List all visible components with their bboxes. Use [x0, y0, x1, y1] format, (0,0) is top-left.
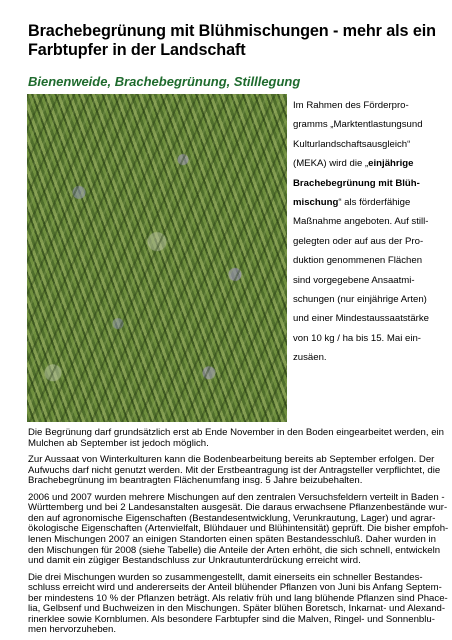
text-line: Zur Aussaat von Winterkulturen kann die Bodenbearbeitung bereits ab September erfolgen. Der: [28, 454, 435, 466]
text-line: schluss erreicht wird und andererseits der Anteil blühender Pflanzen von Juni bis Anfang Septem-: [28, 582, 442, 594]
side-line: Maßnahme angeboten. Auf still-: [293, 216, 429, 228]
text-line: Württemberg und bei 2 Landesanstalten ausgesät. Die daraus erwachsene Pflanzenbestände wur-: [28, 502, 448, 514]
side-text-bold: einjährige: [368, 158, 414, 170]
paragraph-2: [28, 455, 442, 487]
text-line: Die Begrünung darf grundsätzlich erst ab Ende November in den Boden eingearbeitet werden, ein: [28, 427, 444, 438]
side-text-normal: (MEKA) wird die „: [293, 158, 369, 170]
side-line: Im Rahmen des Förderpro-: [293, 100, 409, 111]
text-line: rinerklee sowie Kornblumen. Als besondere Farbtupfer sind die Malven, Ringel- und Sonnenblu-: [28, 613, 435, 625]
text-line: den Mischungen für 2008 (siehe Tabelle) die Anteile der Arten erhöht, die sich schnell, entwickeln: [28, 544, 441, 556]
paragraph-1: [28, 428, 442, 449]
phacelia-field-photo: [27, 94, 287, 422]
text-line: Die drei Mischungen wurden so zusammengestellt, damit einerseits ein schneller Bestandes-: [28, 571, 423, 583]
text-line: ökologische Eigenschaften (Artenvielfalt, Blühdauer und Blühintensität) geprüft. Die bisher empfoh-: [28, 523, 449, 535]
paragraph-3: [28, 491, 449, 567]
text-line: ber mindestens 10 % der Pflanzen beträgt. Als relativ früh und lang blühende Pflanzen sind Phace-: [28, 592, 448, 604]
side-line: gelegten oder auf aus der Pro-: [293, 235, 424, 247]
side-line: von 10 kg / ha bis 15. Mai ein-: [293, 332, 421, 344]
side-text: [293, 96, 443, 368]
side-line: [293, 154, 443, 173]
side-text-normal: “ als förderfähige: [338, 197, 411, 209]
text-line: 2006 und 2007 wurden mehrere Mischungen auf den zentralen Versuchsfeldern verteilt in Baden -: [28, 491, 445, 503]
text-line: lia, Gelbsenf und Buchweizen in den Mischungen. Später blühen Boretsch, Inkarnat- und Alexand-: [28, 603, 446, 615]
side-line: sind vorgegebene Ansaatmi-: [293, 274, 415, 286]
text-line: lenen Mischungen 2007 an einigen Standorten einen späten Bestandesschluß. Daher wurden in: [28, 534, 437, 546]
side-line: zusäen.: [293, 352, 327, 364]
paragraph-4: [28, 571, 448, 636]
text-line: den auf agronomische Eigenschaften (Bestandesentwicklung, Verunkrautung, Lager) und agrar-: [28, 512, 436, 524]
text-line: Mulchen ab September ist jedoch möglich.: [28, 437, 209, 449]
side-line: schungen (nur einjährige Arten): [293, 294, 427, 306]
text-line: Aufwuchs darf nicht genutzt werden. Mit der Erstbeantragung ist der Antragsteller verpflichtet, die: [28, 464, 441, 476]
side-text-bold: mischung: [293, 197, 339, 209]
side-line: Kulturlandschaftsausgleich“: [293, 138, 411, 150]
page-title: Brachebegrünung mit Blühmischungen - mehr als ein Farbtupfer in der Landschaft: [28, 22, 436, 59]
text-line: und damit ein zügiger Bestandschluss zur Unkrautunterdrückung erreicht wird.: [28, 555, 361, 567]
text-line: Brachebegrünung im beantragten Flächenumfang insg. 5 Jahre beizubehalten.: [28, 475, 363, 487]
text-line: men hervorzuheben.: [28, 624, 116, 636]
subtitle: Bienenweide, Brachebegrünung, Stilllegung: [28, 74, 301, 89]
side-line: [293, 193, 443, 212]
side-line: duktion genommenen Flächen: [293, 255, 423, 267]
side-line-bold: Brachebegrünung mit Blüh-: [293, 177, 420, 189]
side-line: gramms „Marktentlastungsund: [293, 119, 423, 131]
side-line: und einer Mindestaussaatstärke: [293, 313, 429, 325]
